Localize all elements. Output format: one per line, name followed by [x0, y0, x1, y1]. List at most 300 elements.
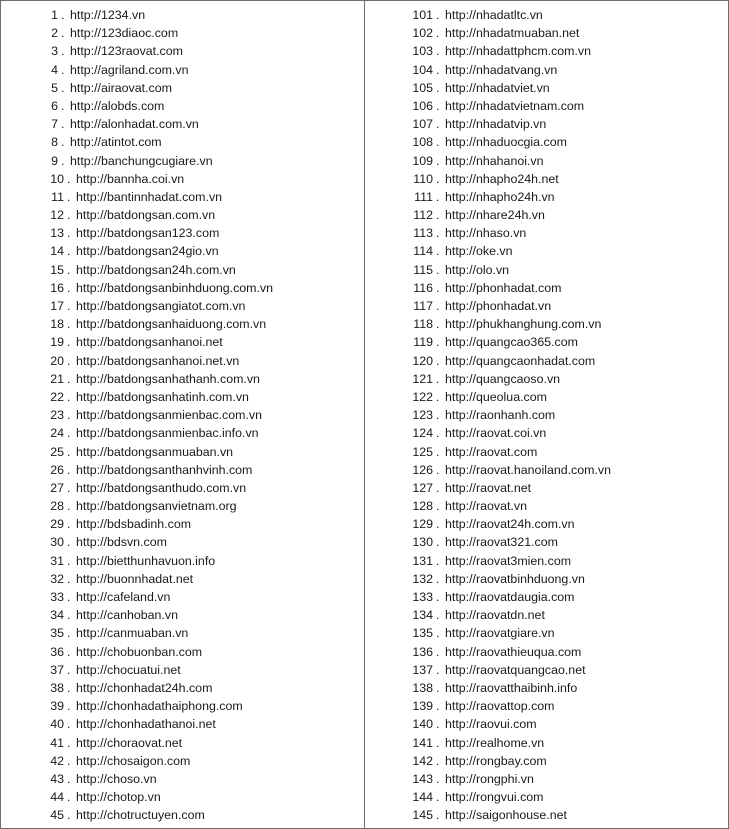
item-separator: . [67, 790, 71, 805]
item-separator: . [67, 189, 71, 204]
list-item [365, 552, 729, 570]
item-url: http://alobds.com [70, 98, 165, 113]
item-number: 24 [50, 426, 64, 441]
item-url: http://olo.vn [445, 262, 510, 277]
item-url: http://chobuonban.com [76, 644, 203, 659]
item-url: http://batdongsan.com.vn [76, 208, 216, 223]
item-separator: . [436, 462, 440, 477]
list-item [0, 97, 364, 115]
item-separator: . [67, 426, 71, 441]
item-url: http://nhadatvip.vn [445, 117, 547, 132]
item-number: 144 [412, 790, 433, 805]
item-number: 11 [51, 189, 64, 204]
list-item [365, 479, 729, 497]
list-item [365, 6, 729, 24]
list-item [0, 42, 364, 60]
item-separator: . [67, 608, 71, 623]
list-item [0, 224, 364, 242]
item-url: http://batdongsanthudo.com.vn [76, 480, 247, 495]
item-number: 123 [412, 408, 433, 423]
item-separator: . [67, 408, 71, 423]
item-number: 125 [412, 444, 433, 459]
item-separator: . [436, 535, 440, 550]
item-url: http://123raovat.com [70, 44, 183, 59]
item-separator: . [436, 371, 440, 386]
item-number: 112 [413, 208, 433, 223]
item-number: 21 [50, 371, 64, 386]
item-url: http://atintot.com [70, 135, 162, 150]
item-url: http://batdongsanhaiduong.com.vn [76, 317, 267, 332]
item-url: http://123diaoc.com [70, 26, 179, 41]
item-separator: . [67, 626, 71, 641]
item-url: http://batdongsan123.com [76, 226, 220, 241]
list-item [0, 515, 364, 533]
item-separator: . [436, 644, 440, 659]
item-number: 103 [412, 44, 433, 59]
item-url: http://raovat.com [445, 444, 538, 459]
list-item [0, 624, 364, 642]
item-separator: . [67, 317, 71, 332]
list-item [0, 806, 364, 824]
list-item [365, 61, 729, 79]
item-number: 22 [50, 389, 64, 404]
item-url: http://rongphi.vn [445, 771, 534, 786]
item-number: 17 [50, 299, 64, 313]
item-number: 120 [412, 353, 433, 368]
item-separator: . [67, 571, 71, 586]
item-url: http://buonnhadat.net [76, 571, 194, 586]
list-item [0, 206, 364, 224]
item-separator: . [67, 299, 71, 313]
list-item [365, 697, 729, 715]
item-number: 127 [412, 480, 433, 495]
item-number: 138 [412, 680, 433, 695]
list-item [0, 734, 364, 752]
item-separator: . [436, 80, 440, 95]
item-number: 116 [413, 280, 433, 295]
item-separator: . [436, 335, 440, 350]
list-item [0, 606, 364, 624]
item-number: 131 [412, 553, 433, 568]
item-url: http://nhaduocgia.com [445, 135, 567, 150]
list-item [0, 424, 364, 442]
item-number: 16 [50, 280, 64, 295]
item-url: http://bdsvn.com [76, 535, 167, 550]
item-separator: . [436, 499, 440, 514]
item-url: http://raovathieuqua.com [445, 644, 582, 659]
item-separator: . [436, 626, 440, 641]
item-separator: . [67, 480, 71, 495]
item-separator: . [436, 771, 440, 786]
item-separator: . [67, 353, 71, 368]
item-number: 30 [50, 535, 64, 550]
list-item [0, 479, 364, 497]
item-number: 122 [412, 389, 433, 404]
item-number: 8 [51, 135, 58, 150]
list-item [365, 679, 729, 697]
list-item [365, 97, 729, 115]
item-url: http://choraovat.net [76, 735, 183, 750]
list-item [365, 715, 729, 733]
item-url: http://phonhadat.vn [445, 299, 552, 313]
item-number: 27 [50, 480, 64, 495]
item-url: http://canhoban.vn [76, 608, 178, 623]
item-url: http://raovat3mien.com [445, 553, 572, 568]
list-item [365, 224, 729, 242]
item-url: http://chonhadathaiphong.com [76, 699, 243, 714]
item-number: 114 [413, 244, 433, 259]
list-item [0, 661, 364, 679]
item-number: 141 [412, 735, 433, 750]
item-url: http://batdongsan24gio.vn [76, 244, 219, 259]
item-url: http://1234.vn [70, 8, 146, 22]
item-separator: . [67, 335, 71, 350]
item-number: 1 [51, 8, 58, 22]
item-url: http://raovatgiare.vn [445, 626, 555, 641]
item-separator: . [436, 735, 440, 750]
list-item [365, 515, 729, 533]
list-item [0, 770, 364, 788]
list-item [0, 61, 364, 79]
item-separator: . [436, 353, 440, 368]
list-item [0, 242, 364, 260]
list-item [0, 279, 364, 297]
item-separator: . [436, 590, 440, 604]
item-url: http://chotructuyen.com [76, 808, 205, 823]
item-separator: . [436, 553, 440, 568]
item-number: 37 [50, 662, 64, 677]
item-separator: . [436, 262, 440, 277]
item-number: 25 [50, 444, 64, 459]
item-url: http://batdongsanhanoi.net [76, 335, 223, 350]
item-url: http://batdongsanmienbac.com.vn [76, 408, 262, 423]
item-separator: . [436, 444, 440, 459]
list-item [0, 115, 364, 133]
item-separator: . [61, 80, 65, 95]
item-separator: . [67, 262, 71, 277]
item-separator: . [67, 662, 71, 677]
item-url: http://nhapho24h.vn [445, 189, 555, 204]
item-url: http://raovatquangcao.net [445, 662, 586, 677]
list-item [365, 497, 729, 515]
item-separator: . [67, 753, 71, 768]
item-number: 14 [50, 244, 64, 259]
list-item [0, 752, 364, 770]
item-url: http://alonhadat.com.vn [70, 117, 199, 132]
item-number: 130 [412, 535, 433, 550]
item-url: http://chotop.vn [76, 790, 161, 805]
list-item [365, 806, 729, 824]
item-separator: . [67, 680, 71, 695]
item-separator: . [436, 135, 440, 150]
item-number: 15 [50, 262, 64, 277]
list-item [365, 24, 729, 42]
item-number: 132 [412, 571, 433, 586]
right-column [365, 6, 729, 824]
item-number: 115 [413, 262, 433, 277]
item-separator: . [67, 244, 71, 259]
item-url: http://nhaso.vn [445, 226, 527, 241]
item-url: http://bietthunhavuon.info [76, 553, 216, 568]
item-url: http://batdongsanhanoi.net.vn [76, 353, 240, 368]
item-url: http://canmuaban.vn [76, 626, 189, 641]
list-item [365, 170, 729, 188]
item-url: http://raovat24h.com.vn [445, 517, 575, 532]
item-url: http://nhapho24h.net [445, 171, 559, 186]
item-number: 40 [50, 717, 64, 732]
list-item [0, 261, 364, 279]
list-item [0, 643, 364, 661]
item-separator: . [67, 717, 71, 732]
list-item [365, 206, 729, 224]
list-item [0, 152, 364, 170]
item-separator: . [436, 244, 440, 259]
list-item [365, 333, 729, 351]
item-url: http://raovat.coi.vn [445, 426, 547, 441]
item-url: http://airaovat.com [70, 80, 172, 95]
item-url: http://batdongsangiatot.com.vn [76, 299, 246, 313]
item-url: http://raovatbinhduong.vn [445, 571, 585, 586]
item-number: 43 [50, 771, 64, 786]
item-separator: . [436, 8, 440, 22]
item-separator: . [436, 517, 440, 532]
item-number: 110 [413, 171, 433, 186]
item-separator: . [436, 189, 440, 204]
item-number: 107 [412, 117, 433, 132]
list-item [0, 406, 364, 424]
list-item [365, 388, 729, 406]
item-number: 2 [51, 26, 58, 41]
list-item [365, 624, 729, 642]
item-separator: . [67, 517, 71, 532]
item-separator: . [61, 153, 65, 168]
item-separator: . [436, 717, 440, 732]
item-number: 20 [50, 353, 64, 368]
list-item [0, 188, 364, 206]
list-item [0, 533, 364, 551]
item-url: http://raovatthaibinh.info [445, 680, 578, 695]
list-item [0, 443, 364, 461]
list-item [0, 552, 364, 570]
item-separator: . [436, 317, 440, 332]
list-item [0, 497, 364, 515]
item-separator: . [436, 480, 440, 495]
item-number: 109 [412, 153, 433, 168]
item-url: http://batdongsanmienbac.info.vn [76, 426, 259, 441]
item-number: 129 [412, 517, 433, 532]
item-separator: . [67, 208, 71, 223]
item-separator: . [436, 608, 440, 623]
list-item [0, 297, 364, 315]
item-separator: . [436, 208, 440, 223]
item-number: 126 [412, 462, 433, 477]
list-item [365, 279, 729, 297]
item-number: 143 [412, 771, 433, 786]
item-number: 118 [413, 317, 433, 332]
item-separator: . [436, 680, 440, 695]
list-item [0, 388, 364, 406]
item-number: 19 [50, 335, 64, 350]
item-number: 33 [50, 590, 64, 604]
item-url: http://chonhadat24h.com [76, 680, 213, 695]
list-item [0, 133, 364, 151]
item-number: 39 [50, 699, 64, 714]
list-item [0, 715, 364, 733]
item-url: http://raovatdn.net [445, 608, 545, 623]
list-item [365, 315, 729, 333]
item-number: 23 [50, 408, 64, 423]
item-number: 119 [413, 335, 433, 350]
item-number: 113 [413, 226, 433, 241]
list-item [365, 443, 729, 461]
list-item [365, 734, 729, 752]
item-number: 6 [51, 98, 58, 113]
item-separator: . [67, 371, 71, 386]
item-url: http://bannha.coi.vn [76, 171, 185, 186]
list-item [365, 788, 729, 806]
list-item [365, 770, 729, 788]
item-number: 136 [412, 644, 433, 659]
item-number: 29 [50, 517, 64, 532]
item-separator: . [436, 699, 440, 714]
list-item [365, 352, 729, 370]
list-item [365, 133, 729, 151]
item-number: 106 [412, 98, 433, 113]
item-separator: . [67, 644, 71, 659]
list-item [365, 115, 729, 133]
item-separator: . [61, 44, 65, 59]
item-number: 18 [50, 317, 64, 332]
item-url: http://raovattop.com [445, 699, 555, 714]
item-url: http://raovat.hanoiland.com.vn [445, 462, 611, 477]
item-number: 10 [50, 171, 64, 186]
item-number: 137 [412, 662, 433, 677]
item-number: 9 [51, 153, 58, 168]
item-number: 134 [412, 608, 433, 623]
item-separator: . [436, 98, 440, 113]
item-separator: . [436, 299, 440, 313]
item-separator: . [436, 171, 440, 186]
item-number: 3 [51, 44, 58, 59]
item-number: 31 [50, 553, 64, 568]
item-number: 12 [50, 208, 64, 223]
item-number: 34 [50, 608, 64, 623]
item-separator: . [436, 44, 440, 59]
list-item [0, 370, 364, 388]
item-url: http://chonhadathanoi.net [76, 717, 216, 732]
item-number: 133 [412, 590, 433, 604]
list-item [365, 242, 729, 260]
item-separator: . [436, 62, 440, 77]
item-url: http://quangcao365.com [445, 335, 578, 350]
item-separator: . [61, 98, 65, 113]
item-number: 142 [412, 753, 433, 768]
list-item [365, 188, 729, 206]
list-item [365, 79, 729, 97]
item-url: http://raovat.vn [445, 499, 527, 514]
item-separator: . [436, 26, 440, 41]
item-separator: . [67, 226, 71, 241]
list-item [365, 261, 729, 279]
item-separator: . [61, 117, 65, 132]
item-number: 121 [412, 371, 433, 386]
item-url: http://nhadattphcm.com.vn [445, 44, 592, 59]
item-separator: . [436, 153, 440, 168]
item-number: 45 [50, 808, 64, 823]
item-url: http://nhadatvang.vn [445, 62, 558, 77]
list-item [365, 152, 729, 170]
list-item [0, 6, 364, 24]
item-separator: . [67, 553, 71, 568]
item-url: http://cafeland.vn [76, 590, 171, 604]
item-separator: . [436, 753, 440, 768]
item-url: http://nhahanoi.vn [445, 153, 544, 168]
item-separator: . [67, 735, 71, 750]
item-url: http://raovat.net [445, 480, 532, 495]
item-separator: . [436, 571, 440, 586]
item-url: http://batdongsanmuaban.vn [76, 444, 234, 459]
list-item [0, 24, 364, 42]
item-number: 36 [50, 644, 64, 659]
item-url: http://banchungcugiare.vn [70, 153, 213, 168]
item-url: http://realhome.vn [445, 735, 545, 750]
item-number: 135 [412, 626, 433, 641]
item-separator: . [61, 8, 65, 22]
list-item [0, 79, 364, 97]
item-url: http://raonhanh.com [445, 408, 556, 423]
item-url: http://chocuatui.net [76, 662, 181, 677]
item-url: http://saigonhouse.net [445, 808, 567, 823]
list-item [365, 370, 729, 388]
item-url: http://quangcaoso.vn [445, 371, 561, 386]
list-item [365, 461, 729, 479]
item-separator: . [67, 389, 71, 404]
item-separator: . [436, 426, 440, 441]
item-separator: . [61, 26, 65, 41]
item-number: 105 [412, 80, 433, 95]
item-number: 5 [51, 80, 58, 95]
item-number: 101 [412, 8, 433, 22]
item-url: http://nhadatvietnam.com [445, 98, 585, 113]
left-column [0, 6, 364, 824]
list-item [0, 588, 364, 606]
item-url: http://batdongsanvietnam.org [76, 499, 237, 514]
item-number: 28 [50, 499, 64, 514]
item-number: 13 [50, 226, 64, 241]
item-url: http://raovat321.com [445, 535, 558, 550]
list-item [0, 352, 364, 370]
list-item [365, 570, 729, 588]
item-separator: . [67, 462, 71, 477]
item-number: 102 [412, 26, 433, 41]
item-number: 4 [51, 62, 58, 77]
item-separator: . [61, 135, 65, 150]
item-separator: . [67, 771, 71, 786]
item-url: http://raovui.com [445, 717, 537, 732]
item-separator: . [67, 499, 71, 514]
item-url: http://phonhadat.com [445, 280, 562, 295]
item-number: 41 [50, 735, 64, 750]
item-separator: . [436, 117, 440, 132]
item-url: http://nhadatmuaban.net [445, 26, 580, 41]
item-url: http://bdsbadinh.com [76, 517, 192, 532]
item-url: http://nhadatviet.vn [445, 80, 550, 95]
item-separator: . [436, 790, 440, 805]
list-item [365, 406, 729, 424]
item-url: http://queolua.com [445, 389, 547, 404]
item-number: 145 [412, 808, 433, 823]
item-url: http://phukhanghung.com.vn [445, 317, 602, 332]
